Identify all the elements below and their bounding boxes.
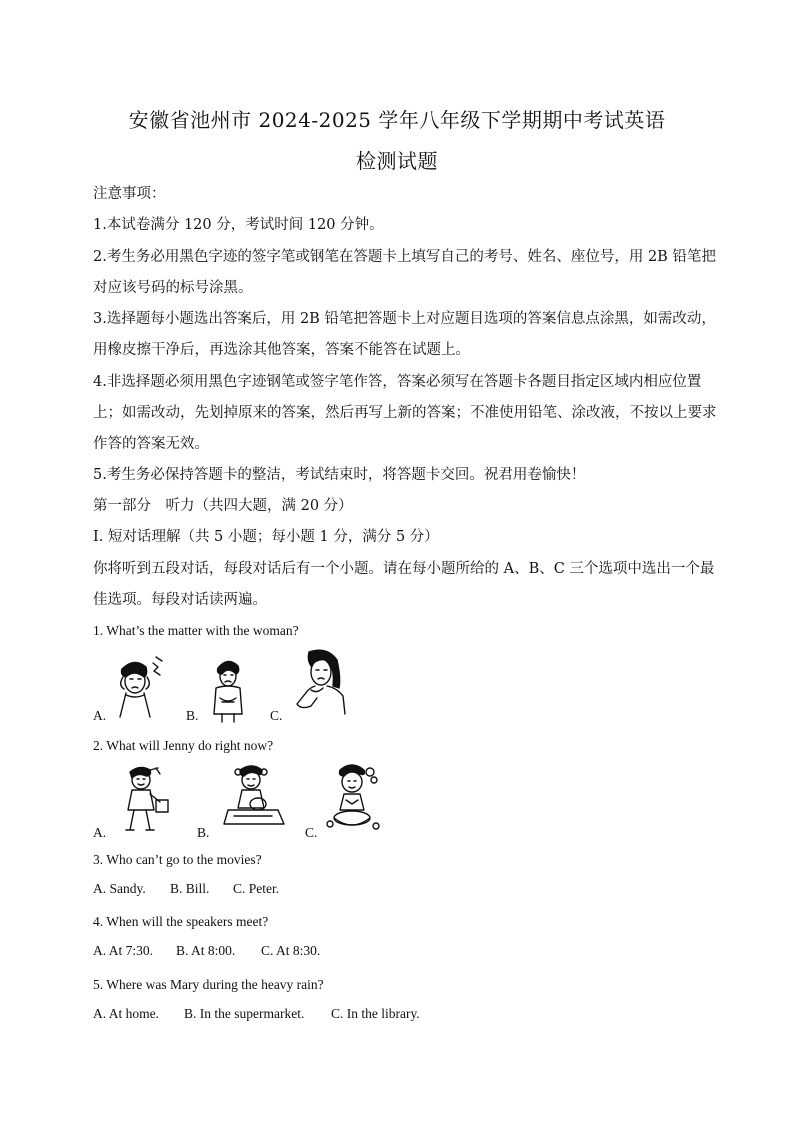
notice-line: 用橡皮擦干净后，再选涂其他答案，答案不能答在试题上。	[93, 342, 470, 358]
q2-option-b-label: B.	[197, 825, 210, 840]
notice-line: 5.考生务必保持答题卡的整洁，考试结束时，将答题卡交回。祝君用卷愉快！	[93, 467, 586, 483]
q3-option-a: A. Sandy.	[93, 881, 146, 896]
notice-line: 对应该号码的标号涂黑。	[93, 280, 253, 296]
q5-option-c: C. In the library.	[331, 1006, 420, 1021]
notice-line: 4.非选择题必须用黑色字迹钢笔或签字笔作答，答案必须写在答题卡各题目指定区域内相应位置	[93, 374, 702, 390]
notice-line: 上；如需改动，先划掉原来的答案，然后再写上新的答案；不准使用铅笔、涂改液，不按以上要求	[93, 405, 717, 421]
q4-option-a: A. At 7:30.	[93, 943, 154, 958]
question-5-stem: 5. Where was Mary during the heavy rain?	[93, 977, 324, 992]
girl-cooking-icon	[322, 762, 384, 836]
instructions-line: 佳选项。每段对话读两遍。	[93, 592, 267, 608]
question-1-stem: 1. What’s the matter with the woman?	[93, 623, 299, 638]
q2-option-c-label: C.	[305, 825, 318, 840]
exam-title-line1: 安徽省池州市 2024-2025 学年八年级下学期期中考试英语	[128, 108, 666, 132]
instructions-line: 你将听到五段对话，每段对话后有一个小题。请在每小题所给的 A、B、C 三个选项中选出一个最	[93, 561, 715, 577]
girl-washing-dishes-icon	[222, 764, 286, 834]
exam-title-line2: 检测试题	[356, 149, 438, 173]
q3-option-b: B. Bill.	[170, 881, 210, 896]
notice-heading: 注意事项：	[93, 186, 166, 202]
woman-stomachache-icon	[204, 658, 254, 724]
notice-line: 1.本试卷满分 120 分，考试时间 120 分钟。	[93, 217, 384, 233]
q2-option-a-label: A.	[93, 825, 107, 840]
girl-carrying-bucket-icon	[116, 764, 174, 834]
q1-option-c-label: C.	[270, 708, 283, 723]
q5-option-a: A. At home.	[93, 1006, 159, 1021]
q3-option-c: C. Peter.	[233, 881, 280, 896]
q1-option-a-label: A.	[93, 708, 107, 723]
question-4-stem: 4. When will the speakers meet?	[93, 914, 269, 929]
question-2-stem: 2. What will Jenny do right now?	[93, 738, 274, 753]
question-3-stem: 3. Who can’t go to the movies?	[93, 852, 262, 867]
notice-line: 2.考生务必用黑色字迹的签字笔或钢笔在答题卡上填写自己的考号、姓名、座位号，用 2B 铅笔把	[93, 249, 716, 265]
part1-heading: 第一部分 听力（共四大题，满 20 分）	[93, 498, 353, 514]
woman-sore-throat-icon	[287, 648, 351, 718]
notice-line: 3.选择题每小题选出答案后，用 2B 铅笔把答题卡上对应题目选项的答案信息点涂黑，如需改动，	[93, 311, 716, 327]
q4-option-b: B. At 8:00.	[176, 943, 236, 958]
q1-option-b-label: B.	[186, 708, 199, 723]
notice-line: 作答的答案无效。	[93, 436, 209, 452]
q4-option-c: C. At 8:30.	[261, 943, 321, 958]
woman-headache-icon	[108, 655, 168, 721]
section1-heading: Ⅰ. 短对话理解（共 5 小题；每小题 1 分，满分 5 分）	[93, 529, 439, 545]
q5-option-b: B. In the supermarket.	[184, 1006, 305, 1021]
